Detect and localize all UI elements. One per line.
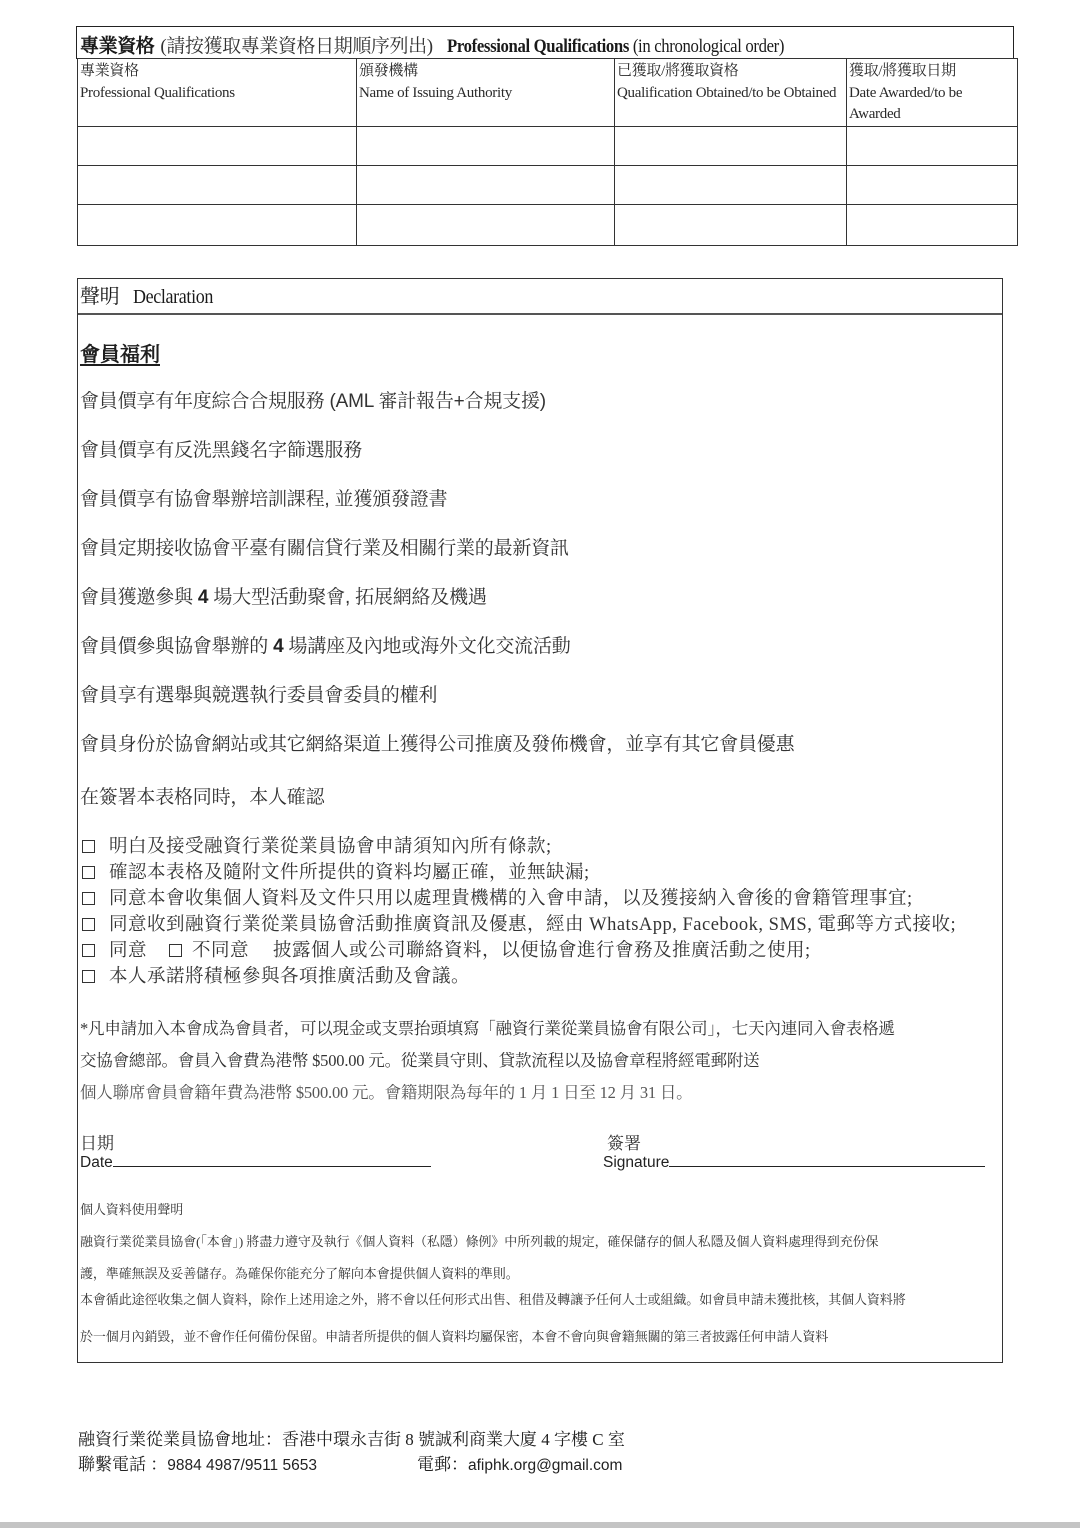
- column-header-zh: 獲取/將獲取日期: [849, 63, 956, 79]
- date-awarded-cell[interactable]: [847, 165, 1018, 204]
- qualification-cell[interactable]: [78, 126, 357, 165]
- payment-note-line: *凡申請加入本會成為會員者，可以現金或支票抬頭填寫「融資行業從業員協會有限公司」，七天內連同入會表格遞: [80, 1019, 895, 1038]
- qualifications-table: [77, 58, 1018, 246]
- benefit-item: [80, 533, 569, 560]
- signature-input-line[interactable]: [669, 1153, 985, 1167]
- benefit-text: 會員價參與協會舉辦的: [80, 636, 274, 657]
- phone-value: 9884 4987/9511 5653: [167, 1457, 317, 1474]
- accept-terms-checkbox[interactable]: [82, 840, 95, 853]
- column-header-qualification: [78, 59, 357, 127]
- date-awarded-cell[interactable]: [847, 126, 1018, 165]
- column-header-obtained: [615, 59, 847, 127]
- qualifications-section-header: [76, 26, 1014, 59]
- qualifications-title-en-text: Professional Qualifications: [446, 36, 629, 57]
- confirmation-text: 確認本表格及隨附文件所提供的資料均屬正確，並無缺漏;: [109, 863, 590, 883]
- signature-label-en: Signature: [603, 1154, 670, 1171]
- privacy-line: 本會循此途徑收集之個人資料，除作上述用途之外，將不會以任何形式出售、租借及轉讓予任何人士或組織。如會員申請未獲批核，其個人資料將: [80, 1292, 906, 1307]
- date-input-line[interactable]: [113, 1153, 431, 1167]
- confirmation-item: [82, 910, 956, 936]
- benefit-text: 會員價享有年度綜合合規服務: [80, 391, 330, 412]
- benefit-text: 會員價享有協會舉辦培訓課程, 並獲頒發證書: [80, 489, 448, 510]
- info-accurate-checkbox[interactable]: [82, 866, 95, 879]
- declaration-title: [78, 279, 1002, 315]
- confirmation-item: [82, 832, 552, 858]
- page-bottom-edge: [0, 1522, 1080, 1528]
- disagree-disclosure-checkbox[interactable]: [169, 944, 182, 957]
- benefit-item: [80, 631, 571, 658]
- benefit-item: [80, 435, 362, 462]
- table-row: [78, 126, 1018, 165]
- column-header-zh: 專業資格: [80, 63, 139, 79]
- benefit-number: 4: [273, 636, 284, 657]
- signature-field: [603, 1153, 985, 1172]
- qualifications-title-zh: 專業資格: [80, 36, 155, 57]
- confirmation-item: [82, 962, 470, 988]
- column-header-date-awarded: [847, 59, 1018, 127]
- privacy-line: 融資行業從業員協會(「本會」) 將盡力遵守及執行《個人資料（私隱）條例》中所列載的規定，確保儲存的個人私隱及個人資料處理得到充份保: [80, 1234, 879, 1249]
- confirm-intro: 在簽署本表格同時，本人確認: [80, 787, 325, 808]
- benefit-number: 4: [197, 587, 209, 608]
- column-header-issuing-authority: [357, 59, 615, 127]
- column-header-en: Name of Issuing Authority: [359, 84, 512, 101]
- benefit-text-suffix: 場大型活動聚會, 拓展網絡及機遇: [208, 587, 487, 608]
- privacy-line: 護，準確無誤及妥善儲存。為確保你能充分了解向本會提供個人資料的準則。: [80, 1266, 519, 1281]
- confirmation-item: [82, 858, 590, 884]
- benefits-heading: 會員福利: [80, 344, 160, 366]
- table-row: [78, 204, 1018, 245]
- address-label: 融資行業從業員協會地址：: [78, 1430, 282, 1449]
- qualifications-subtitle-en: (in chronological order): [632, 36, 784, 57]
- benefit-text: 會員定期接收協會平臺有關信貸行業及相關行業的最新資訊: [80, 538, 569, 559]
- address-value: 香港中環永吉街 8 號誠利商業大廈 4 字樓 C 室: [282, 1430, 625, 1449]
- data-collection-consent-checkbox[interactable]: [82, 892, 95, 905]
- footer-phone: [78, 1450, 317, 1475]
- declaration-section: [77, 278, 1003, 1363]
- benefit-text: 會員享有選舉與競選執行委員會委員的權利: [80, 685, 438, 706]
- agree-label: 同意: [109, 941, 148, 961]
- disagree-label: 不同意: [192, 941, 250, 961]
- date-awarded-cell[interactable]: [847, 204, 1018, 245]
- benefit-text: 會員身份於協會網站或其它網絡渠道上獲得公司推廣及發佈機會，並享有其它會員優惠: [80, 734, 795, 755]
- qualification-cell[interactable]: [78, 165, 357, 204]
- column-header-en: Professional Qualifications: [80, 84, 235, 101]
- column-header-en: Date Awarded/to be Awarded: [849, 84, 963, 122]
- footer-email: [417, 1450, 622, 1475]
- date-field: [80, 1153, 431, 1172]
- date-label-zh: 日期: [80, 1134, 114, 1153]
- table-row: [78, 165, 1018, 204]
- signature-label-zh: 簽署: [607, 1134, 641, 1153]
- qualifications-subtitle-zh: (請按獲取專業資格日期順序列出): [160, 36, 433, 57]
- qualifications-title-en: [447, 36, 784, 58]
- confirmation-text: 明白及接受融資行業從業員協會申請須知內所有條款;: [109, 837, 552, 857]
- obtained-cell[interactable]: [615, 165, 847, 204]
- confirmation-text: 同意本會收集個人資料及文件只用以處理貴機構的入會申請，以及獲接納入會後的會籍管理事宜;: [109, 889, 913, 909]
- issuing-authority-cell[interactable]: [357, 204, 615, 245]
- benefit-text: 會員獲邀參與: [80, 587, 198, 608]
- agree-disclosure-checkbox[interactable]: [82, 944, 95, 957]
- qualifications-header-row: [78, 59, 1018, 127]
- disclosure-text: 披露個人或公司聯絡資料，以便協會進行會務及推廣活動之使用;: [273, 941, 811, 961]
- email-label: 電郵：: [417, 1455, 468, 1474]
- benefit-text-suffix: 場講座及內地或海外文化交流活動: [283, 636, 571, 657]
- privacy-title: 個人資料使用聲明: [80, 1202, 184, 1217]
- benefit-item: [80, 680, 437, 707]
- commitment-checkbox[interactable]: [82, 970, 95, 983]
- issuing-authority-cell[interactable]: [357, 165, 615, 204]
- benefit-text: 會員價享有反洗黑錢名字篩選服務: [80, 440, 363, 461]
- benefit-text-suffix: (AML 審計報告+合規支援): [329, 391, 546, 412]
- declaration-title-en: Declaration: [133, 286, 214, 308]
- date-label-en: Date: [80, 1154, 113, 1171]
- privacy-line: 於一個月內銷毀，並不會作任何備份保留。申請者所提供的個人資料均屬保密，本會不會向與會籍無關的第三者披露任何申請人資料: [80, 1329, 829, 1344]
- declaration-title-zh: 聲明: [80, 286, 120, 308]
- payment-note-line: 個人聯席會員會籍年費為港幣 $500.00 元。會籍期限為每年的 1 月 1 日至 12 月 31 日。: [80, 1083, 693, 1102]
- issuing-authority-cell[interactable]: [357, 126, 615, 165]
- confirmation-text: 同意收到融資行業從業員協會活動推廣資訊及優惠，經由 WhatsApp, Facebook, SMS, 電郵等方式接收;: [109, 915, 957, 935]
- column-header-zh: 已獲取/將獲取資格: [617, 63, 739, 79]
- obtained-cell[interactable]: [615, 126, 847, 165]
- benefit-item: [80, 386, 546, 413]
- payment-note-line: 交協會總部。會員入會費為港幣 $500.00 元。從業員守則、貸款流程以及協會章程將經電郵附送: [80, 1051, 760, 1070]
- qualification-cell[interactable]: [78, 204, 357, 245]
- footer-address: [78, 1425, 625, 1450]
- phone-label: 聯繫電話 ：: [78, 1455, 168, 1474]
- benefit-item: [80, 484, 447, 511]
- confirmation-item: [82, 884, 913, 910]
- confirmation-item: [82, 936, 811, 962]
- column-header-en: Qualification Obtained/to be Obtained: [617, 84, 837, 101]
- email-value[interactable]: afiphk.org@gmail.com: [468, 1457, 623, 1474]
- confirmation-text: 本人承諾將積極參與各項推廣活動及會議。: [109, 967, 471, 987]
- marketing-consent-checkbox[interactable]: [82, 918, 95, 931]
- benefit-item: [80, 729, 794, 756]
- obtained-cell[interactable]: [615, 204, 847, 245]
- column-header-zh: 頒發機構: [359, 63, 418, 79]
- benefit-item: [80, 582, 487, 609]
